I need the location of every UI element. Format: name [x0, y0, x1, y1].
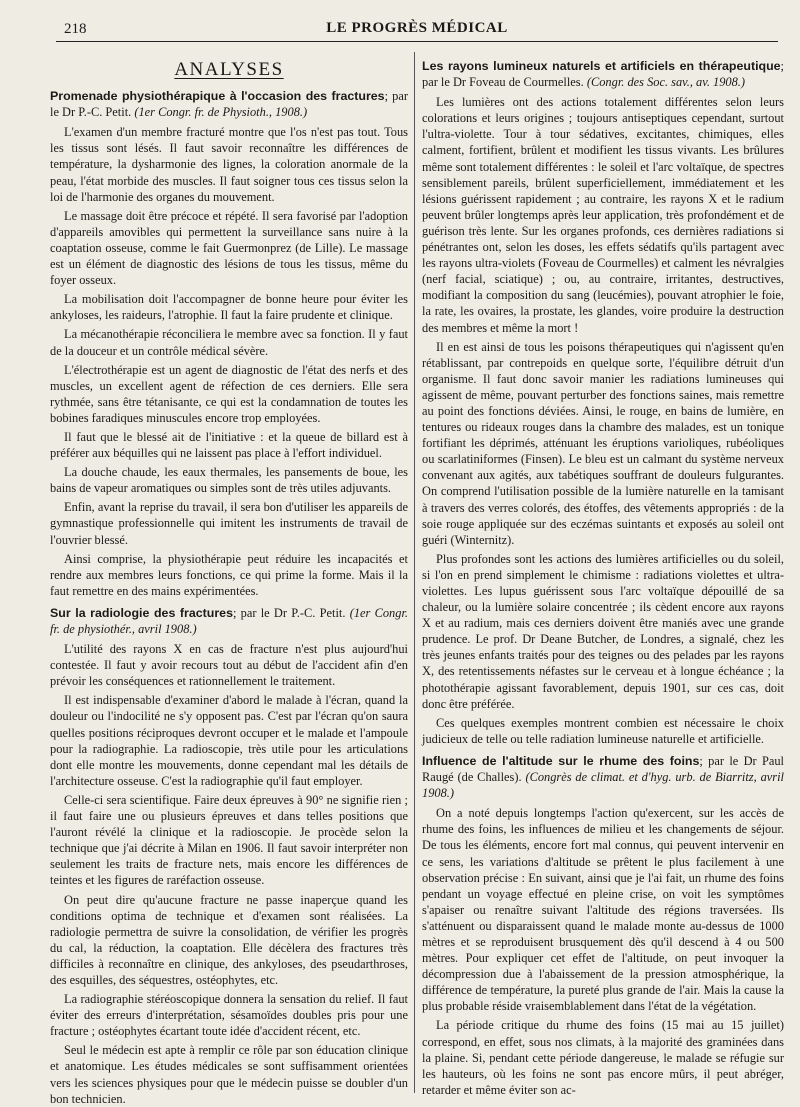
article-radiologie [50, 605, 408, 1107]
left-column [50, 52, 408, 1106]
article-physiotherapie [50, 88, 408, 599]
article-heading [422, 753, 784, 801]
paragraph: La douche chaude, les eaux thermales, les pansements de boue, les bains de vapeur aromatiques ou simples sont de très utiles adjuvants. [50, 465, 408, 496]
article-author: ; par le Dr P.-C. Petit. [232, 605, 346, 620]
paragraph: On peut dire qu'aucune fracture ne passe inaperçue quand les conditions optima de technique et d'examen sont réalisées. La radiologie permettra de suivre la consolidation, de vérifier les progrès du cal, la réduction, la coaptation. Elle décèlera des fractures très difficiles à reconnaître en clinique, des ankyloses, des pseudarthroses, des esquilles, des séquestres, ostéophytes, etc. [50, 892, 408, 987]
article-title: Les rayons lumineux naturels et artificiels en thérapeutique [422, 59, 781, 73]
paragraph: Il est indispensable d'examiner d'abord le malade à l'écran, quand la douleur ou l'indocilité ne s'y opposent pas. C'est par l'écran qu'on saura quelles positions réciproques devront occuper et le malade et l'ampoule pour la radiographie. La radioscopie, très utile pour les articulations dont elle montre les mouvements, donne cependant mal les détails de l'architecture osseuse. C'est la radiographie qu'il faut employer. [50, 693, 408, 788]
paragraph: L'examen d'un membre fracturé montre que l'os n'est pas tout. Tous les tissus sont lésés. Il faut savoir reconnaître les différences de température, la dysharmonie des lignes, la coloration anormale de la peau, l'état morbide des muscles. Il faut soigner tous ces tissus selon la loi de l'harmonie des organes du mouvement. [50, 125, 408, 204]
running-header [56, 17, 778, 42]
paragraph: Le massage doit être précoce et répété. Il sera favorisé par l'adoption d'appareils amovibles qui permettent la surveillance sans nuire à la coaptation osseuse, comme le fait Guermonprez (de Lille). Le massage est un élément de diagnostic des lésions de tous les tissus, même du foyer osseux. [50, 208, 408, 288]
paragraph: L'électrothérapie est un agent de diagnostic de l'état des nerfs et des muscles, un excellent agent de réfection de ces derniers. Elle sera rythmée, sans être tétanisante, ce qui est la condamnation de toutes les bobines faradiques minuscules encore trop employées. [50, 362, 408, 425]
paragraph: Il en est ainsi de tous les poisons thérapeutiques qui n'agissent qu'en rétablissant, par contrepoids en quelque sorte, l'équilibre détruit d'un organisme. Il faut donc savoir manier les radiations lumineuses qui agissent de même, pouvant perturber des fonctions saines, mais remettre au point des fonctions déviées. Ainsi, le rouge, en bains de lumière, en tentures ou rideaux rouges dans la chambre des malades, est un tonique fortifiant les déprimés, atténuant les éruptions varioliques, rubéoliques ou scarlatiniformes (Finsen). Le bleu est un calmant du système nerveux convenant aux agités, aux tabétiques souffrant de douleurs fulgurantes. On comprend l'utilisation possible de la lumière naturelle en la tamisant à travers des verres colorés, des étoffes, des vêtements appropriés : de la soie rouge appliquée sur des eczémas suintants et exposés au soleil ont guéri (Winternitz). [422, 339, 784, 547]
article-title: Sur la radiologie des fractures [50, 605, 233, 620]
paragraph: Les lumières ont des actions totalement différentes selon leurs colorations et leurs origines ; toujours antiseptiques cependant, surtout l'ultra-violette. Tour à tour sédatives, excitantes, chimiques, elles calment, fortifient, brûlent et modifient les tissus vivants. Les brûlures même sont totalement différentes : le soleil et l'arc voltaïque, de spectres sensiblement pareils, brûlent superficiellement, immédiatement et les lésions guérissent rapidement ; au contraire, les rayons X et le radium peuvent brûler longtemps après leur application, très profondément et de guérison très lente. Sur les organes profonds, ces dernières radiations si pénétrantes ont, selon les doses, les effets sédatifs qu'ils partagent avec les rayons ultra-violets (Foveau de Courmelles) et calment les névralgies (nerf facial, sciatique) ; ou, au contraire, irritantes, destructives, modifiant la composition du sang (leucémies), pouvant atrophier le foie, la rate, les ovaires, la prostate, les glandes, voire produire la destruction des membres et même la mort ! [422, 95, 784, 335]
journal-title: LE PROGRÈS MÉDICAL [326, 20, 508, 36]
paragraph: Plus profondes sont les actions des lumières artificielles ou du soleil, si l'on en prend simplement le chimisme : radiations violettes et ultra-violettes. Les lupus guérissent sous l'arc voltaïque dépouillé de sa chaleur, ou la lumière solaire concentrée ; ils cèdent encore aux rayons X et au radium, mais ces derniers doivent être maniés avec une grande prudence. Le prof. Dr Deane Butcher, de Londres, a signalé, chez les très jeunes enfants traités pour des teignes ou des pelades par les rayons X, des retentissements néfastes sur le cerveau et à longue échéance ; la photothérapie agissant favorablement, depuis 1901, sur ces cas, doit donc être préférée. [422, 551, 784, 711]
paragraph: Il faut que le blessé ait de l'initiative : et la queue de billard est à préférer aux béquilles qui ne laissent pas place à l'effort individuel. [50, 429, 408, 461]
paragraph: L'utilité des rayons X en cas de fracture n'est plus aujourd'hui contestée. Il faut y avoir recours tout au début de l'accident afin d'en prévoir les conséquences et rationnellement le traitement. [50, 642, 408, 689]
paragraph: Ces quelques exemples montrent combien est nécessaire le choix judicieux de telle ou telle radiation lumineuse naturelle et artificielle. [422, 715, 784, 746]
right-column [422, 52, 784, 1095]
paragraph: La mécanothérapie réconciliera le membre avec sa fonction. Il y faut de la douceur et un contrôle médical sévère. [50, 327, 408, 358]
article-source: (Congrès de climat. et d'hyg. urb. de Biarritz, avril 1908.) [422, 770, 784, 801]
article-heading [50, 605, 408, 637]
article-rayons-lumineux [422, 58, 784, 747]
paragraph: Celle-ci sera scientifique. Faire deux épreuves à 90° ne signifie rien ; il faut faire une ou plusieurs épreuves et dans telles positions que l'auront révélé la clinique et la radioscopie. Je procède selon la technique que j'ai décrite à Milan en 1906. Il faut savoir interpréter non seulement les traits de fracture nets, mais encore les différences de teintes et les figures de raréfaction osseuse. [50, 792, 408, 888]
page-number: 218 [64, 21, 87, 37]
article-title: Promenade physiothérapique à l'occasion des fractures [50, 89, 385, 104]
article-author: ; par le Dr Foveau de Courmelles. [422, 59, 784, 90]
article-source: (1er Congr. fr. de physiothér., avril 1908.) [50, 605, 408, 636]
article-title: Influence de l'altitude sur le rhume des foins [422, 753, 700, 768]
paragraph: La période critique du rhume des foins (15 mai au 15 juillet) correspond, en effet, sous nos climats, à la majorité des graminées dans la plaine. Si, pendant cette période dangereuse, le malade se réfugie sur les hauteurs, où les foins ne sont pas encore mûrs, il peut abréger, retarder et même éviter son ac- [422, 1018, 784, 1097]
paragraph: La radiographie stéréoscopique donnera la sensation du relief. Il faut éviter des erreurs d'interprétation, sésamoïdes doubles pris pour une fracture ; ostéophytes écartant toute idée d'accident récent, etc. [50, 992, 408, 1039]
paragraph: Enfin, avant la reprise du travail, il sera bon d'utiliser les appareils de gymnastique professionnelle qui imitent les instruments de travail de l'ouvrier blessé. [50, 500, 408, 547]
article-author: ; par le Dr Paul Raugé (de Challes). [422, 753, 785, 785]
article-author: ; par le Dr P.-C. Petit. [50, 89, 408, 120]
paragraph: La mobilisation doit l'accompagner de bonne heure pour éviter les ankyloses, les raideurs, l'atrophie. Il faut la faire prudente et clinique. [50, 292, 408, 323]
article-heading [422, 58, 784, 90]
paragraph: Ainsi comprise, la physiothérapie peut réduire les incapacités et rendre aux membres leurs fonctions, ce qui prime la forme. Mais il la faut remettre en des mains expérimentées. [50, 551, 408, 598]
article-rhume-des-foins [422, 753, 784, 1098]
article-source: (Congr. des Soc. sav., av. 1908.) [586, 75, 746, 90]
column-divider [414, 52, 415, 1093]
paragraph: On a noté depuis longtemps l'action qu'exercent, sur les accès de rhume des foins, les influences de milieu et les changements de séjour. De tous les éléments, encore fort mal connus, qui peuvent intervenir en ce sens, les variations d'altitude se prêtent le plus facilement à une observation précise : En suivant, ainsi que je l'ai fait, un rhume des foins pendant un voyage effectué en pleine crise, on voit les symptômes s'apaiser ou renaître suivant l'altitude des régions traversées. Ils s'atténuent ou disparaissent quand le malade monte au-dessus de 1000 mètres et se reproduisent brusquement dès qu'il descend à 4 ou 500 mètres. Pour expliquer cet effet de l'altitude, on peut invoquer la décompression due à l'abaissement de la pression atmosphérique, la différence de température, la pureté plus grande de l'air. Mais la cause la plus probable réside vraisemblablement dans l'état de la végétation. [422, 806, 784, 1014]
paragraph: Seul le médecin est apte à remplir ce rôle par son éducation clinique et anatomique. Les études médicales se sont suffisamment orientées vers les sciences physiques pour que le médecin puisse se doubler d'un bon technicien. [50, 1043, 408, 1106]
article-heading [50, 88, 408, 120]
section-title: ANALYSES [174, 59, 284, 80]
article-source: (1er Congr. fr. de Physioth., 1908.) [134, 105, 308, 120]
